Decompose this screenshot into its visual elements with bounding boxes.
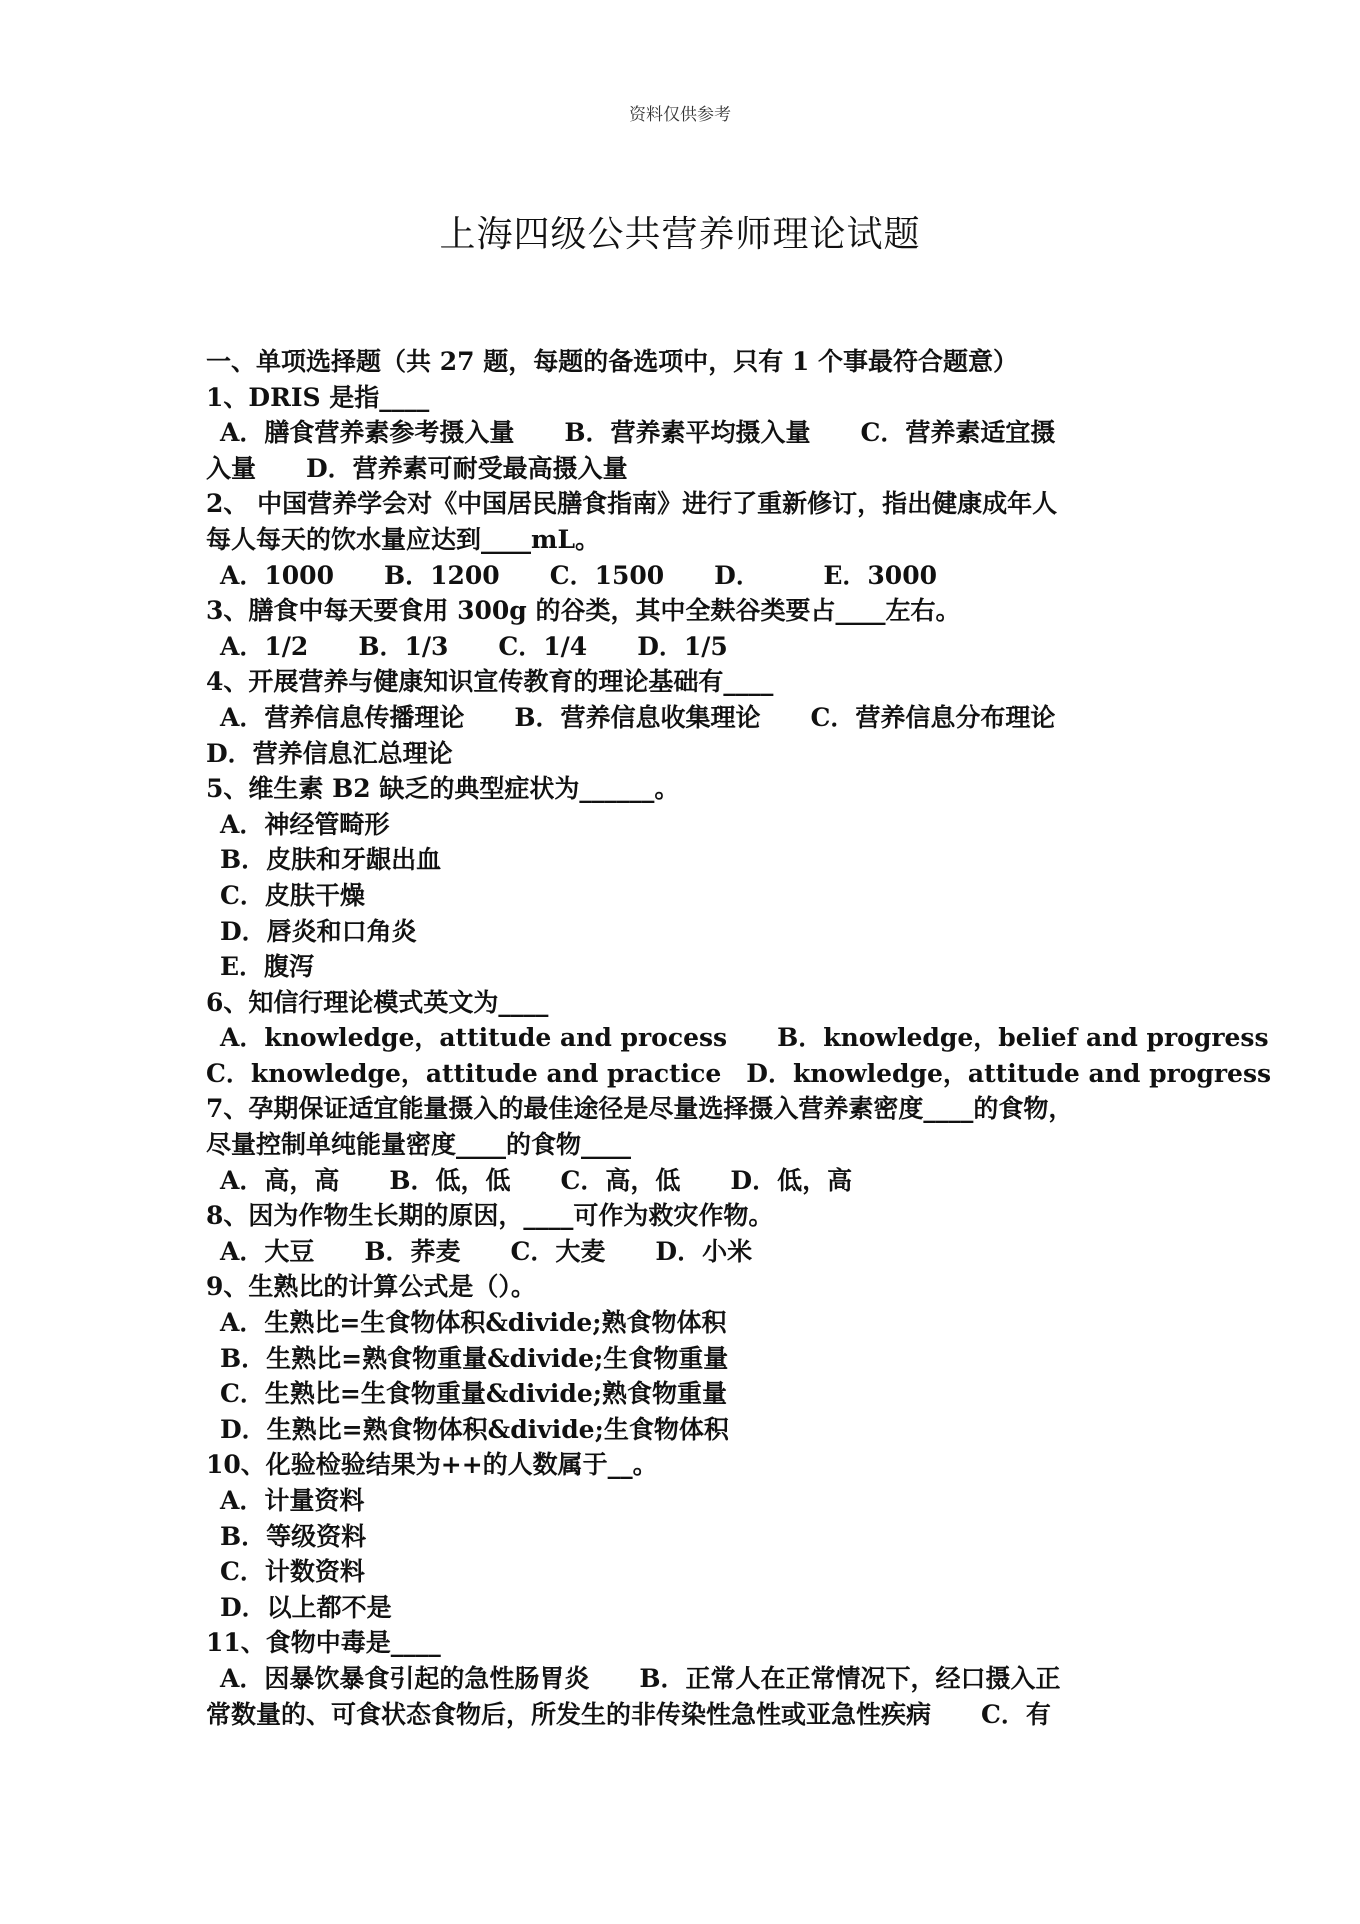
question-6-options-cont: C．knowledge，attitude and practice D．knowledge，attitude and progress: [206, 1058, 1272, 1088]
question-3-options: A．1/2 B．1/3 C．1/4 D．1/5: [220, 631, 728, 661]
question-7-cont: 尽量控制单纯能量密度____的食物____: [206, 1130, 632, 1160]
page-title: 上海四级公共营养师理论试题: [439, 214, 921, 255]
question-11-options-cont: 常数量的、可食状态食物后，所发生的非传染性急性或亚急性疾病 C．有: [206, 1699, 1051, 1729]
question-5-option-a: A．神经管畸形: [220, 809, 390, 839]
question-6-options: A．knowledge，attitude and process B．knowledge，belief and progress: [220, 1023, 1269, 1053]
question-9: 9、生熟比的计算公式是（）。: [206, 1272, 536, 1302]
question-2: 2、 中国营养学会对《中国居民膳食指南》进行了重新修订，指出健康成年人: [206, 489, 1058, 519]
question-4-options: A．营养信息传播理论 B．营养信息收集理论 C．营养信息分布理论: [220, 702, 1056, 732]
question-11-options: A．因暴饮暴食引起的急性肠胃炎 B．正常人在正常情况下，经口摄入正: [220, 1663, 1061, 1693]
question-9-option-a: A．生熟比=生食物体积&divide;熟食物体积: [220, 1308, 727, 1338]
question-5: 5、维生素 B2 缺乏的典型症状为______。: [206, 774, 680, 804]
question-4-options-cont: D．营养信息汇总理论: [206, 738, 453, 768]
question-9-option-b: B．生熟比=熟食物重量&divide;生食物重量: [220, 1343, 729, 1373]
question-5-option-e: E．腹泻: [220, 952, 315, 982]
question-7-options: A．高，高 B．低，低 C．高，低 D．低，高: [220, 1165, 853, 1195]
question-11: 11、食物中毒是____: [206, 1628, 441, 1658]
question-10-option-c: C．计数资料: [220, 1557, 365, 1587]
question-8: 8、因为作物生长期的原因，____可作为救灾作物。: [206, 1201, 774, 1231]
question-9-option-d: D．生熟比=熟食物体积&divide;生食物体积: [220, 1414, 729, 1444]
question-2-options: A．1000 B．1200 C．1500 D． E．3000: [220, 560, 937, 590]
question-2-cont: 每人每天的饮水量应达到____mL。: [206, 524, 601, 554]
question-8-options: A．大豆 B．荞麦 C．大麦 D．小米: [220, 1236, 753, 1266]
question-list: [206, 344, 1272, 1732]
question-1: 1、DRIS 是指____: [206, 382, 430, 412]
question-5-option-d: D．唇炎和口角炎: [220, 916, 417, 946]
question-7: 7、孕期保证适宜能量摄入的最佳途径是尽量选择摄入营养素密度____的食物，: [206, 1094, 1074, 1124]
question-10: 10、化验检验结果为++的人数属于__。: [206, 1450, 658, 1480]
question-3: 3、膳食中每天要食用 300g 的谷类，其中全麸谷类要占____左右。: [206, 596, 961, 626]
question-1-options: A．膳食营养素参考摄入量 B．营养素平均摄入量 C．营养素适宜摄: [220, 418, 1056, 448]
question-1-options-cont: 入量 D．营养素可耐受最高摄入量: [206, 453, 628, 483]
question-5-option-c: C．皮肤干燥: [220, 880, 365, 910]
page-header: 资料仅供参考: [629, 105, 731, 125]
question-5-option-b: B．皮肤和牙龈出血: [220, 845, 442, 875]
question-10-option-b: B．等级资料: [220, 1521, 367, 1551]
question-6: 6、知信行理论模式英文为____: [206, 987, 549, 1017]
question-10-option-d: D．以上都不是: [220, 1592, 392, 1622]
section-heading: 一、单项选择题（共 27 题，每题的备选项中，只有 1 个事最符合题意）: [206, 347, 1019, 376]
question-4: 4、开展营养与健康知识宣传教育的理论基础有____: [206, 667, 774, 697]
question-9-option-c: C．生熟比=生食物重量&divide;熟食物重量: [220, 1379, 728, 1409]
question-10-option-a: A．计量资料: [220, 1486, 365, 1515]
